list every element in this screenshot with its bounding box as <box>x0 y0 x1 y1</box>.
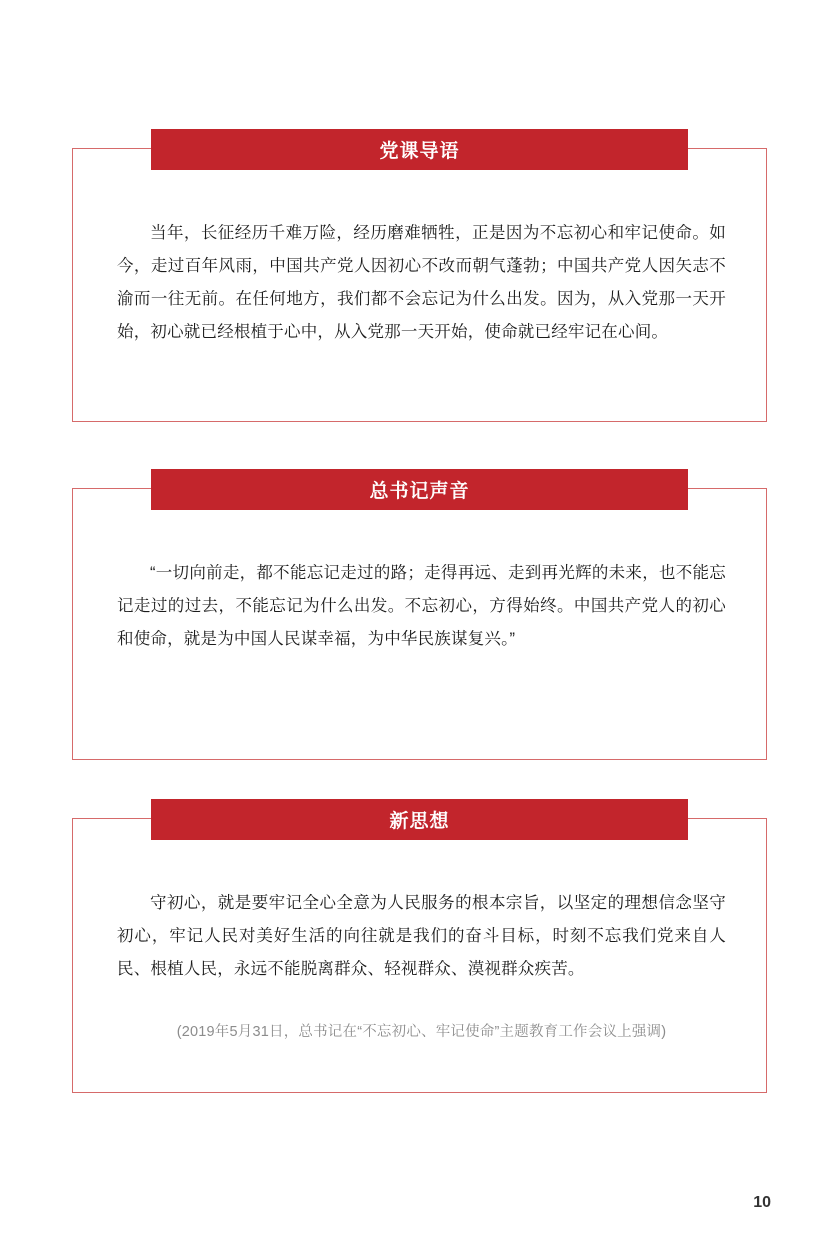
section-paragraph: 守初心，就是要牢记全心全意为人民服务的根本宗旨，以坚定的理想信念坚守初心，牢记人民对美好生活的向往就是我们的奋斗目标，时刻不忘我们党来自人民、根植人民，永远不能脱离群众、轻视群众、漠视群众疾苦。 <box>117 894 726 978</box>
section-body <box>117 217 726 349</box>
section-title-banner: 新思想 <box>151 799 688 840</box>
section-title-banner: 党课导语 <box>151 129 688 170</box>
section-source-note: (2019年5月31日，总书记在“不忘初心、牢记使命”主题教育工作会议上强调) <box>176 1024 667 1040</box>
section-paragraph: 当年，长征经历千难万险，经历磨难牺牲，正是因为不忘初心和牢记使命。如今，走过百年风雨，中国共产党人因初心不改而朝气蓬勃；中国共产党人因矢志不渝而一往无前。在任何地方，我们都不会忘记为什么出发。因为，从入党那一天开始，初心就已经根植于心中，从入党那一天开始，使命就已经牢记在心间。 <box>117 224 726 341</box>
section-body <box>117 557 726 656</box>
section-title-banner: 总书记声音 <box>151 469 688 510</box>
section-body <box>117 887 726 1041</box>
section-dangke-daoyu <box>72 141 767 422</box>
section-xin-sixiang <box>72 811 767 1093</box>
section-zongshuji-shengyin <box>72 481 767 760</box>
page-number: 10 <box>753 1194 771 1211</box>
section-paragraph: “一切向前走，都不能忘记走过的路；走得再远、走到再光辉的未来，也不能忘记走过的过去，不能忘记为什么出发。不忘初心，方得始终。中国共产党人的初心和使命，就是为中国人民谋幸福，为中华民族谋复兴。” <box>117 564 726 648</box>
